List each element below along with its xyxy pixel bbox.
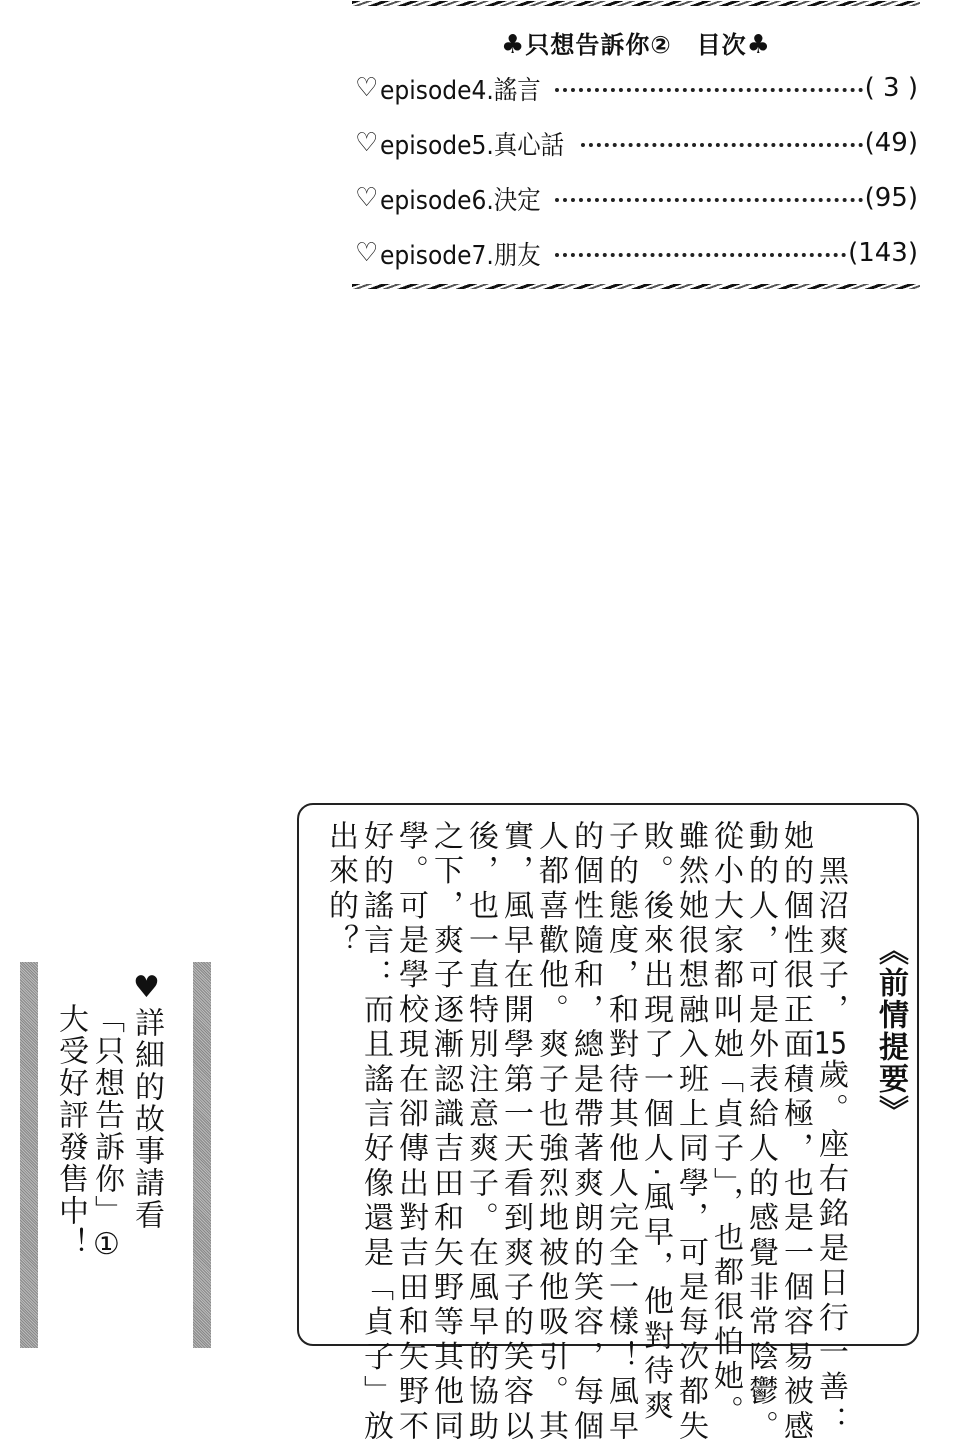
- summary-column: 敗。後來出現了一個人‧風早，他對待爽: [638, 820, 673, 1425]
- summary-column: 實，風早在開學第一天看到爽子的笑容以: [498, 820, 533, 1445]
- summary-column: 出來的？: [323, 820, 358, 959]
- toc-title-text: 只想告訴你② 目次: [525, 31, 747, 59]
- dotted-leader: [555, 198, 863, 202]
- toc-title: [352, 25, 920, 60]
- summary-column: 黑沼爽子，15歲。座右銘是日行一善：: [813, 855, 848, 1441]
- summary-column: 雖然她很想融入班上同學，可是每次都失: [673, 820, 708, 1445]
- toc-entry-page: ( 3 ): [864, 73, 918, 103]
- toc-entry-page: (49): [864, 128, 918, 158]
- promo-line-1: [128, 970, 164, 1231]
- heart-filled-icon: ♥: [129, 970, 164, 1007]
- summary-column: 之下，爽子逐漸認識吉田和矢野等其他同: [428, 820, 463, 1445]
- dotted-leader: [555, 88, 863, 92]
- toc-entry-label: episode5.真心話: [380, 130, 565, 161]
- summary-column: 從小大家都叫她「貞子」，也都很怕她。: [708, 820, 743, 1430]
- toc-entry: [355, 181, 918, 215]
- decorative-bar-left: [20, 962, 38, 1348]
- promo-text: 詳細的故事請看: [129, 1007, 164, 1231]
- summary-column: 好的謠言：而且謠言好像還是「貞子」放: [358, 820, 393, 1445]
- toc-entry-page: (95): [864, 183, 918, 213]
- heart-outline-icon: ♡: [355, 238, 379, 268]
- promo-line-2: 「只想告訴你」①: [89, 1003, 124, 1264]
- toc-entry-label: episode7.朋友: [380, 240, 541, 271]
- promo-line-3: 大受好評發售中！: [53, 1003, 88, 1259]
- toc-entry-label: episode4.謠言: [380, 75, 541, 106]
- summary-column: 子的態度，和對待其他人完全一樣！風早: [603, 820, 638, 1445]
- heart-outline-icon: ♡: [355, 73, 379, 103]
- club-icon: ♣: [501, 30, 526, 60]
- summary-column: 動的人，可是外表給人的感覺非常陰鬱。: [743, 820, 778, 1445]
- summary-column: 她的個性很正面積極，也是一個容易被感: [778, 820, 813, 1445]
- club-icon: ♣: [746, 30, 771, 60]
- heart-outline-icon: ♡: [355, 128, 379, 158]
- decorative-border-bottom: [352, 284, 920, 289]
- summary-column: 學。可是學校現在卻傳出對吉田和矢野不: [393, 820, 428, 1445]
- summary-column: 後，也一直特別注意爽子。在風早的協助: [463, 820, 498, 1445]
- summary-column: 人都喜歡他。爽子也強烈地被他吸引。其: [533, 820, 568, 1445]
- toc-entry: [355, 71, 918, 105]
- toc-entry: [355, 126, 918, 160]
- decorative-bar-right: [193, 962, 211, 1348]
- heart-outline-icon: ♡: [355, 183, 379, 213]
- toc-entry-label: episode6.決定: [380, 185, 541, 216]
- decorative-border-top: [352, 1, 920, 6]
- toc-entry-page: (143): [848, 238, 918, 268]
- dotted-leader: [555, 253, 846, 257]
- summary-column: 的個性隨和，總是帶著爽朗的笑容，每個: [568, 820, 603, 1445]
- summary-title: 《前情提要》: [873, 935, 908, 1127]
- toc-entry: [355, 236, 918, 270]
- dotted-leader: [581, 143, 863, 147]
